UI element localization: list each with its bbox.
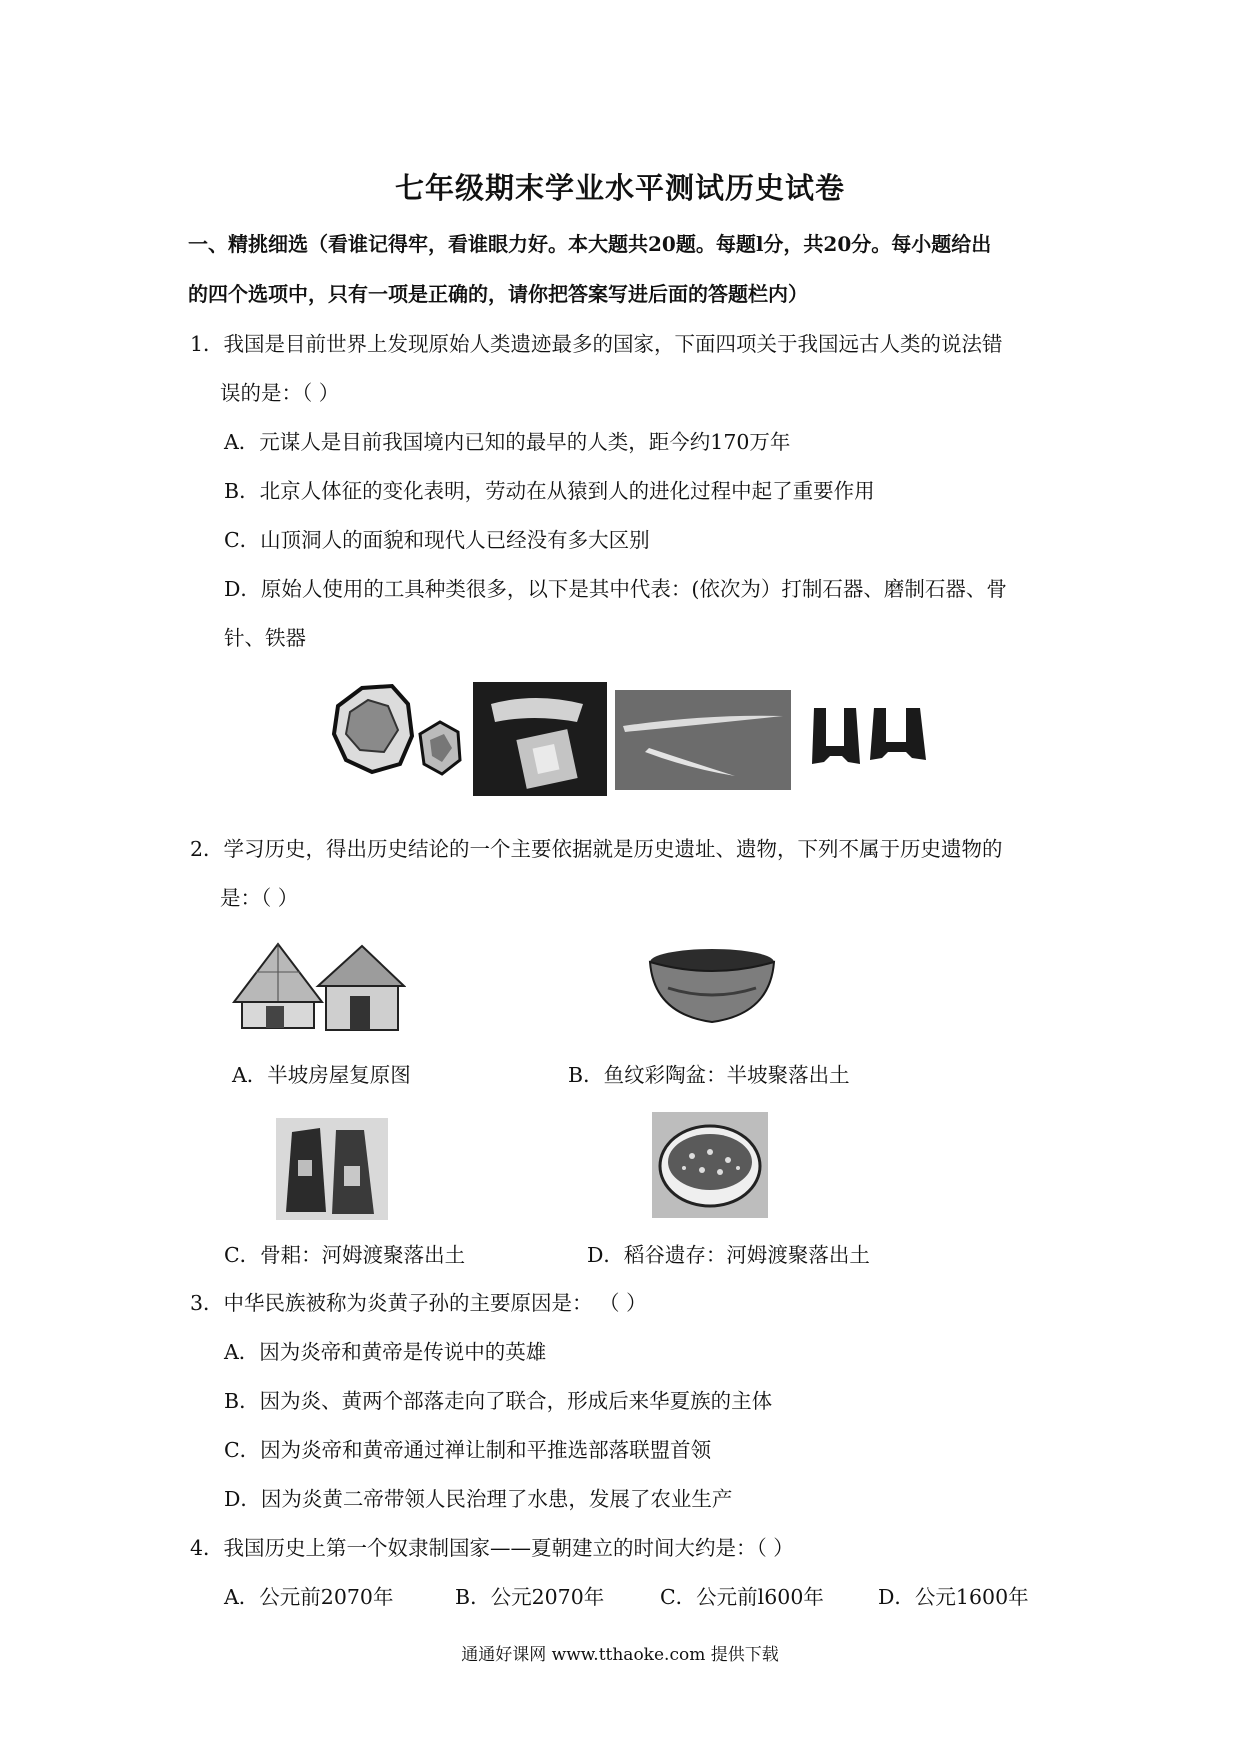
- q3-option-d: D．因为炎黄二帝带领人民治理了水患，发展了农业生产: [224, 1487, 733, 1511]
- q4-option-a: A．公元前2070年: [224, 1585, 394, 1609]
- q4-option-c: C．公元前l600年: [660, 1585, 824, 1609]
- q3-option-b: B．因为炎、黄两个部落走向了联合，形成后来华夏族的主体: [224, 1389, 773, 1413]
- q4-stem: 4．我国历史上第一个奴隶制国家——夏朝建立的时间大约是：（ ）: [190, 1536, 794, 1560]
- fish-pattern-pottery-basin-image: [646, 946, 778, 1026]
- page-title: 七年级期末学业水平测试历史试卷: [394, 171, 845, 205]
- q4-option-b: B．公元2070年: [455, 1585, 605, 1609]
- q2-option-c: C．骨耜：河姆渡聚落出土: [224, 1243, 466, 1267]
- q3-option-a: A．因为炎帝和黄帝是传说中的英雄: [224, 1340, 547, 1364]
- q1-option-d: D．原始人使用的工具种类很多，以下是其中代表：(依次为）打制石器、磨制石器、骨: [224, 577, 1007, 601]
- q1-stem-line1: 1．我国是目前世界上发现原始人类遗迹最多的国家，下面四项关于我国远古人类的说法错: [190, 332, 1003, 356]
- section-heading-line2: 的四个选项中，只有一项是正确的，请你把答案写进后面的答题栏内）: [188, 282, 808, 306]
- q2-option-d: D．稻谷遗存：河姆渡聚落出土: [587, 1243, 870, 1267]
- banpo-house-reconstruction-image: [226, 936, 406, 1032]
- q4-option-d: D．公元1600年: [878, 1585, 1029, 1609]
- q1-option-b: B．北京人体征的变化表明，劳动在从猿到人的进化过程中起了重要作用: [224, 479, 875, 503]
- page-footer: 通通好课网 www.tthaoke.com 提供下载: [461, 1645, 779, 1665]
- q3-stem: 3．中华民族被称为炎黄子孙的主要原因是： （ ）: [190, 1291, 647, 1315]
- q2-stem-line2: 是：（ ）: [220, 886, 299, 910]
- q2-option-a: A．半坡房屋复原图: [232, 1063, 411, 1087]
- q1-option-d-line2: 针、铁器: [224, 626, 306, 650]
- q3-option-c: C．因为炎帝和黄帝通过禅让制和平推选部落联盟首领: [224, 1438, 712, 1462]
- iron-tools-image: [808, 700, 936, 770]
- bone-needles-image: [615, 690, 791, 790]
- rice-remains-image: [652, 1112, 768, 1218]
- q1-stem-line2: 误的是：（ ）: [220, 381, 340, 405]
- q1-option-c: C．山顶洞人的面貌和现代人已经没有多大区别: [224, 528, 650, 552]
- q1-option-a: A．元谋人是目前我国境内已知的最早的人类，距今约170万年: [224, 430, 791, 454]
- polished-stone-tools-image: [473, 682, 607, 796]
- bone-spade-image: [276, 1118, 388, 1220]
- chipped-stone-tools-image: [328, 678, 466, 778]
- q2-option-b: B．鱼纹彩陶盆：半坡聚落出土: [568, 1063, 850, 1087]
- section-heading-line1: 一、精挑细选（看谁记得牢，看谁眼力好。本大题共20题。每题l分，共20分。每小题给出: [188, 232, 992, 256]
- q2-stem-line1: 2．学习历史，得出历史结论的一个主要依据就是历史遗址、遗物，下列不属于历史遗物的: [190, 837, 1003, 861]
